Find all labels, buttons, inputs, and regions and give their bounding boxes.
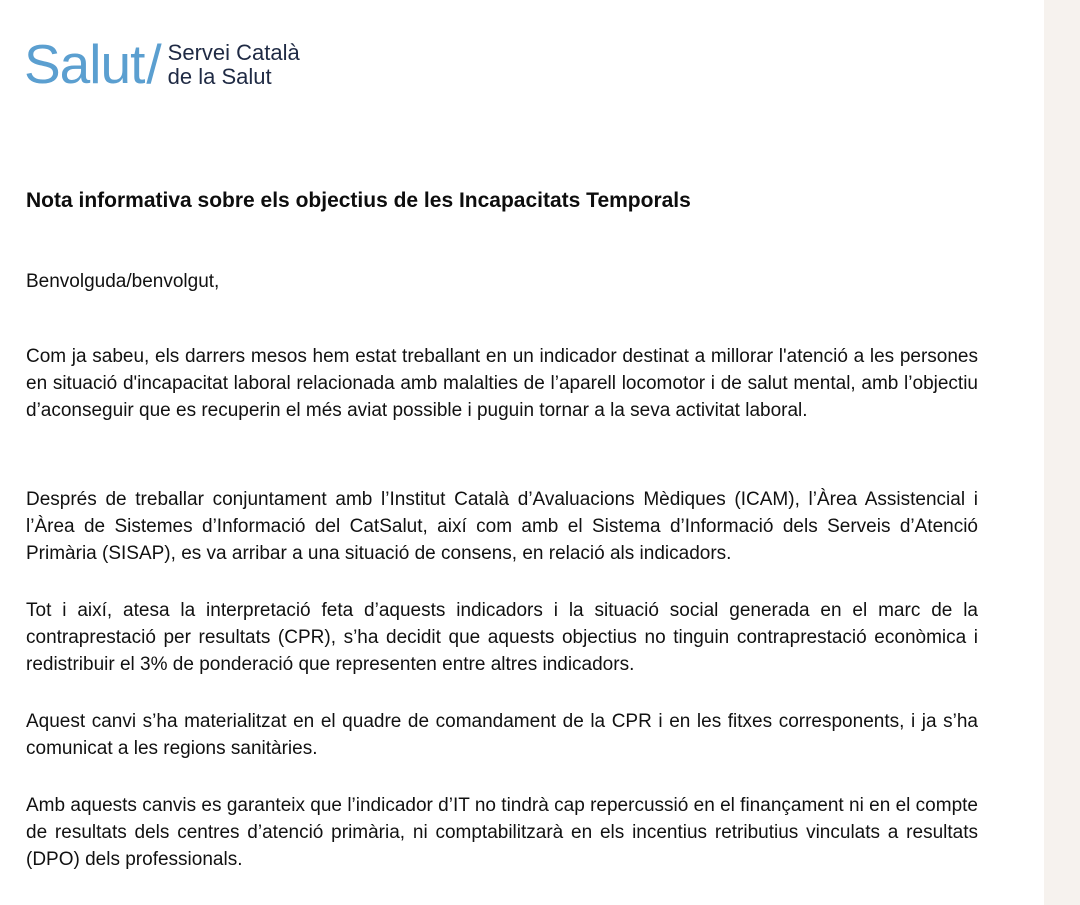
paragraph: Amb aquests canvis es garanteix que l’indicador d’IT no tindrà cap repercussió en el finançament ni en el compte de resultats dels centres d’atenció primària, ni comptabilitzarà en els incentius retributius vinculats a resultats (DPO) dels professionals. [26,795,978,870]
document-title: Nota informativa sobre els objectius de les Incapacitats Temporals [26,189,691,212]
paragraph: Com ja sabeu, els darrers mesos hem estat treballant en un indicador destinat a millorar l'atenció a les persones en situació d'incapacitat laboral relacionada amb malalties de l’aparell locomotor i de salut mental, amb l’objectiu d’aconseguir que es recuperin el més aviat possible i puguin tornar a la seva activitat laboral. [26,346,978,421]
page-edge [1044,0,1080,905]
logo-subtitle-line1: Servei Català [167,40,300,65]
paragraph: Aquest canvi s’ha materialitzat en el quadre de comandament de la CPR i en les fitxes corresponents, i ja s’ha comunicat a les regions sanitàries. [26,711,978,759]
paragraph: Tot i així, atesa la interpretació feta d’aquests indicadors i la situació social generada en el marc de la contraprestació per resultats (CPR), s’ha decidit que aquests objectius no tinguin contraprestació econòmica i redistribuir el 3% de ponderació que representen entre altres indicadors. [26,600,978,675]
logo-wordmark: Salut [24,33,145,95]
logo-subtitle-line2: de la Salut [167,64,272,89]
paragraph: Després de treballar conjuntament amb l’Institut Català d’Avaluacions Mèdiques (ICAM), l’Àrea Assistencial i l’Àrea de Sistemes d’Informació del CatSalut, així com amb el Sistema d’Informació dels Serveis d’Atenció Primària (SISAP), es va arribar a una situació de consens, en relació als indicadors. [26,489,978,564]
catsalut-logo [24,34,300,94]
greeting: Benvolguda/benvolgut, [26,271,220,292]
logo-slash: / [146,33,162,95]
logo-subtitle [168,34,300,89]
